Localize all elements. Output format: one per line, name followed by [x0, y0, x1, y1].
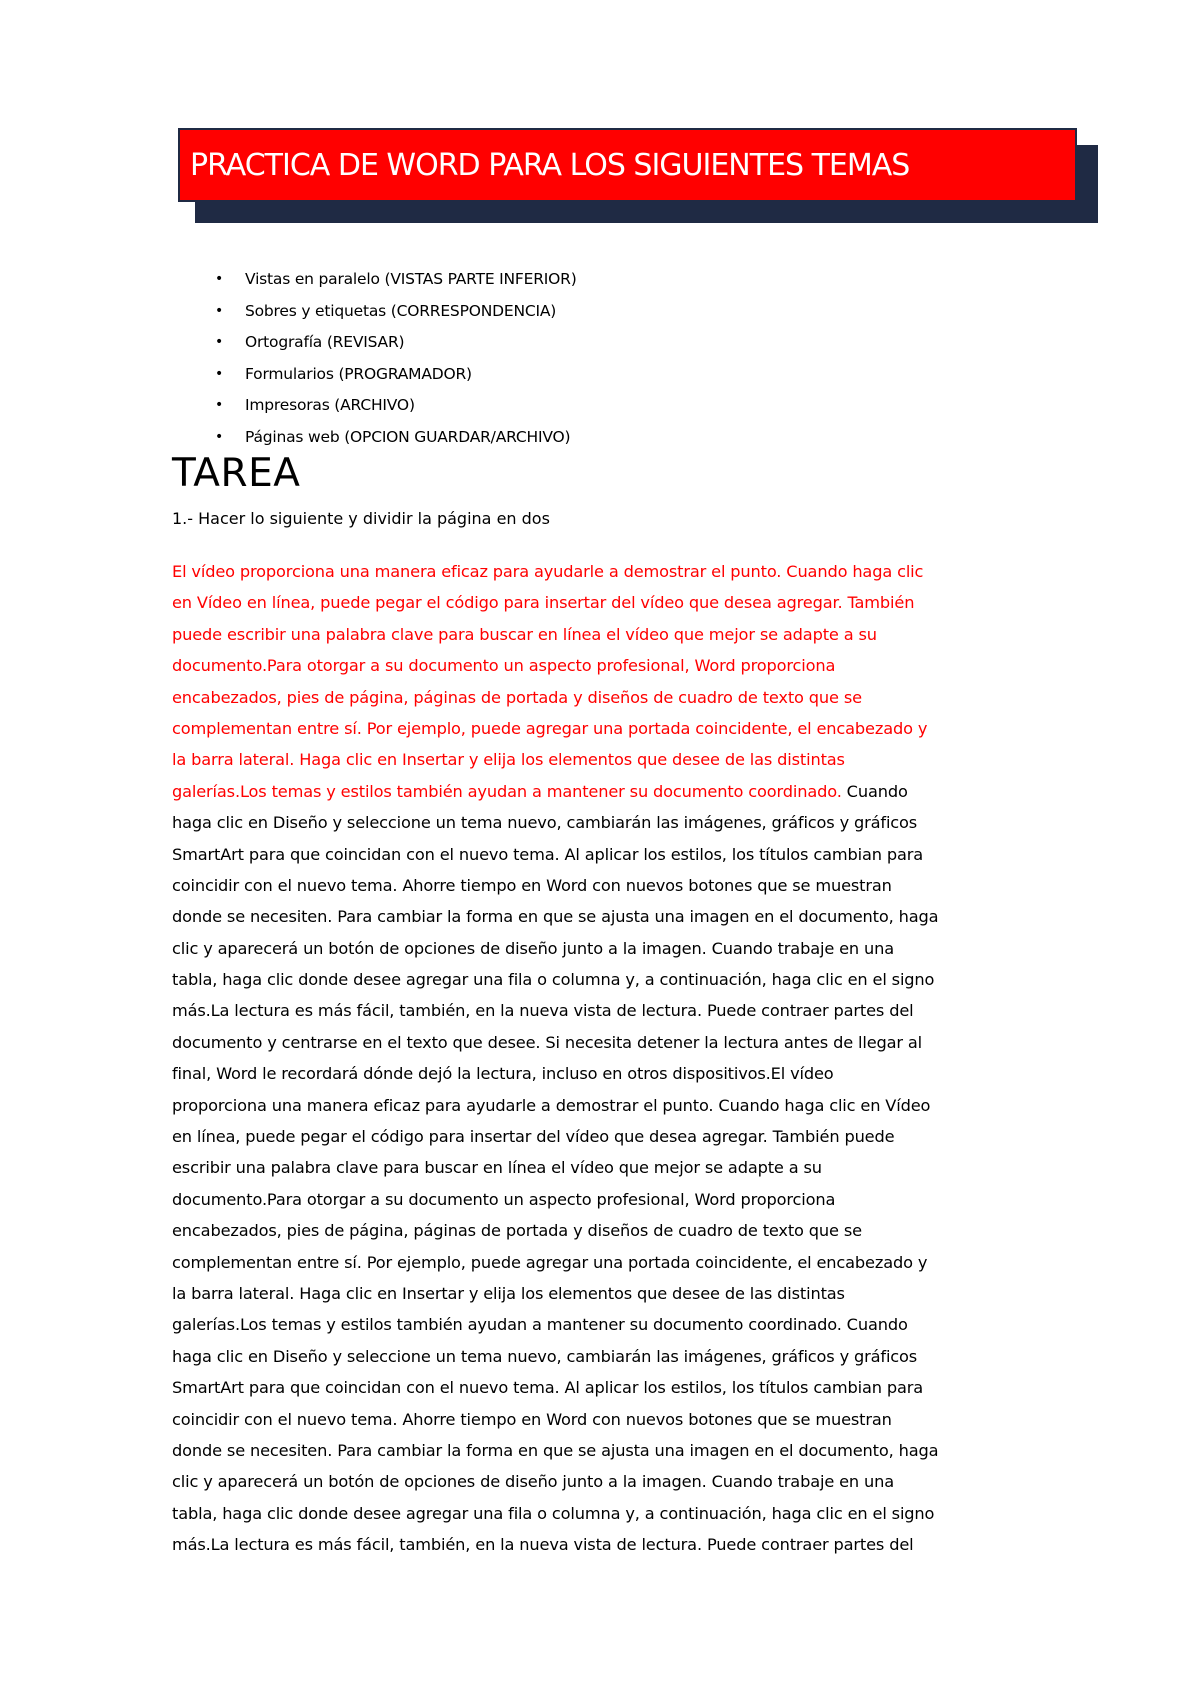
text-segment: final, Word le recordará dónde dejó la lectura, incluso en otros dispositivos.El vídeo [172, 1064, 834, 1084]
text-segment: tabla, haga clic donde desee agregar una fila o columna y, a continuación, haga clic en el signo [172, 970, 935, 990]
text-segment: más.La lectura es más fácil, también, en la nueva vista de lectura. Puede contraer partes del [172, 1535, 914, 1555]
text-line [172, 1435, 1042, 1466]
text-line [172, 1152, 1042, 1183]
topic-label: Sobres y etiquetas (CORRESPONDENCIA) [245, 301, 557, 320]
text-line [172, 1341, 1042, 1372]
highlighted-text: en Vídeo en línea, puede pegar el código para insertar del vídeo que desea agregar. También [172, 593, 915, 613]
text-line [172, 1278, 1042, 1309]
text-segment: coincidir con el nuevo tema. Ahorre tiempo en Word con nuevos botones que se muestran [172, 1409, 892, 1429]
list-item [215, 264, 577, 296]
text-line [172, 1404, 1042, 1435]
topic-label: Páginas web (OPCION GUARDAR/ARCHIVO) [245, 427, 571, 446]
text-segment: escribir una palabra clave para buscar en línea el vídeo que mejor se adapte a su [172, 1158, 822, 1178]
text-segment: Cuando [841, 781, 908, 801]
highlighted-text: El vídeo proporciona una manera eficaz para ayudarle a demostrar el punto. Cuando haga clic [172, 562, 924, 581]
text-line [172, 713, 1042, 744]
text-line [172, 587, 1042, 618]
text-segment: complementan entre sí. Por ejemplo, puede agregar una portada coincidente, el encabezado y [172, 1252, 928, 1272]
text-line [172, 1184, 1042, 1215]
list-item [215, 296, 577, 328]
text-line [172, 650, 1042, 681]
highlighted-text: encabezados, pies de página, páginas de portada y diseños de cuadro de texto que se [172, 687, 862, 707]
text-line [172, 807, 1042, 838]
text-line [172, 839, 1042, 870]
text-line [172, 933, 1042, 964]
title-box [178, 128, 1077, 202]
bullet-icon: • [215, 365, 224, 382]
text-segment: donde se necesiten. Para cambiar la forma en que se ajusta una imagen en el documento, haga [172, 907, 939, 927]
text-line [172, 1247, 1042, 1278]
text-line [172, 1309, 1042, 1340]
text-line [172, 619, 1042, 650]
text-segment: haga clic en Diseño y seleccione un tema nuevo, cambiarán las imágenes, gráficos y gráficos [172, 813, 918, 833]
topic-label: Ortografía (REVISAR) [245, 333, 405, 351]
highlighted-text: complementan entre sí. Por ejemplo, puede agregar una portada coincidente, el encabezado y [172, 718, 928, 738]
text-line [172, 1027, 1042, 1058]
text-segment: documento y centrarse en el texto que desee. Si necesita detener la lectura antes de llegar al [172, 1032, 923, 1052]
text-line [172, 1529, 1042, 1560]
list-item [215, 390, 577, 422]
bullet-icon: • [215, 334, 224, 350]
highlighted-text: galerías.Los temas y estilos también ayudan a mantener su documento coordinado. [172, 781, 842, 801]
text-line [172, 1058, 1042, 1089]
text-line [172, 995, 1042, 1026]
bullet-icon: • [215, 302, 224, 319]
text-line [172, 744, 1042, 775]
body-paragraph [172, 556, 1042, 1561]
text-segment: tabla, haga clic donde desee agregar una fila o columna y, a continuación, haga clic en el signo [172, 1503, 935, 1523]
task-instruction: 1.- Hacer lo siguiente y dividir la página en dos [172, 509, 550, 528]
list-item [215, 359, 577, 391]
text-segment: proporciona una manera eficaz para ayudarle a demostrar el punto. Cuando haga clic en Vídeo [172, 1095, 931, 1115]
text-segment: SmartArt para que coincidan con el nuevo tema. Al aplicar los estilos, los títulos cambian para [172, 1378, 923, 1398]
text-segment: documento.Para otorgar a su documento un aspecto profesional, Word proporciona [172, 1189, 836, 1209]
text-line [172, 901, 1042, 932]
text-segment: clic y aparecerá un botón de opciones de diseño junto a la imagen. Cuando trabaje en una [172, 938, 895, 958]
list-item [215, 327, 577, 359]
text-segment: coincidir con el nuevo tema. Ahorre tiempo en Word con nuevos botones que se muestran [172, 875, 892, 895]
bullet-icon: • [215, 428, 224, 445]
text-segment: clic y aparecerá un botón de opciones de diseño junto a la imagen. Cuando trabaje en una [172, 1472, 895, 1492]
text-segment: donde se necesiten. Para cambiar la forma en que se ajusta una imagen en el documento, haga [172, 1440, 939, 1460]
topic-label: Formularios (PROGRAMADOR) [245, 364, 472, 383]
task-heading: TAREA [172, 451, 301, 496]
text-line [172, 556, 1042, 587]
text-line [172, 682, 1042, 713]
text-segment: galerías.Los temas y estilos también ayudan a mantener su documento coordinado. Cuando [172, 1315, 908, 1335]
text-line [172, 1466, 1042, 1497]
text-segment: más.La lectura es más fácil, también, en la nueva vista de lectura. Puede contraer partes del [172, 1001, 914, 1021]
text-segment: encabezados, pies de página, páginas de portada y diseños de cuadro de texto que se [172, 1221, 862, 1241]
text-line [172, 1121, 1042, 1152]
text-segment: la barra lateral. Haga clic en Insertar y elija los elementos que desee de las distintas [172, 1283, 845, 1303]
text-line [172, 1372, 1042, 1403]
text-line [172, 1215, 1042, 1246]
bullet-icon: • [215, 271, 224, 287]
text-line [172, 870, 1042, 901]
text-line [172, 964, 1042, 995]
bullet-icon: • [215, 397, 224, 413]
highlighted-text: documento.Para otorgar a su documento un aspecto profesional, Word proporciona [172, 656, 836, 676]
topic-label: Impresoras (ARCHIVO) [245, 396, 415, 414]
text-segment: haga clic en Diseño y seleccione un tema nuevo, cambiarán las imágenes, gráficos y gráficos [172, 1346, 918, 1366]
text-line [172, 1498, 1042, 1529]
text-line [172, 1090, 1042, 1121]
highlighted-text: la barra lateral. Haga clic en Insertar y elija los elementos que desee de las distintas [172, 750, 845, 770]
text-segment: SmartArt para que coincidan con el nuevo tema. Al aplicar los estilos, los títulos cambian para [172, 844, 923, 864]
topic-list [215, 264, 577, 453]
text-segment: en línea, puede pegar el código para insertar del vídeo que desea agregar. También puede [172, 1127, 895, 1147]
text-line [172, 776, 1042, 807]
topic-label: Vistas en paralelo (VISTAS PARTE INFERIOR) [245, 270, 577, 288]
document-title: PRACTICA DE WORD PARA LOS SIGUIENTES TEMAS [190, 147, 910, 183]
highlighted-text: puede escribir una palabra clave para buscar en línea el vídeo que mejor se adapte a su [172, 624, 877, 644]
